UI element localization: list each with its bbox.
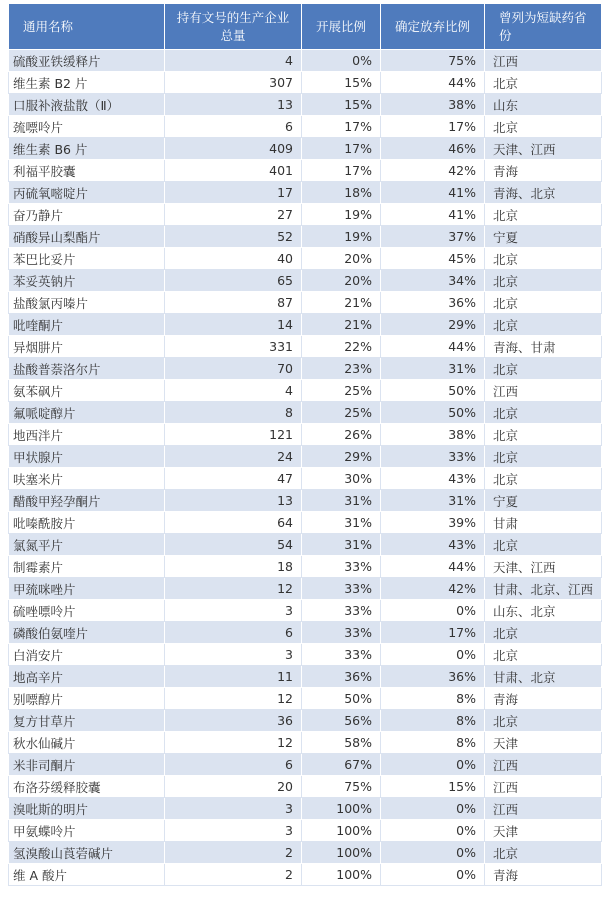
cell-generic-name: 吡嗪酰胺片 <box>9 512 165 534</box>
cell-shortage-provinces: 宁夏 <box>485 490 602 512</box>
cell-manufacturer-count: 11 <box>165 666 302 688</box>
cell-abandon-ratio: 50% <box>381 402 485 424</box>
shortage-drug-table <box>8 3 602 886</box>
table-row <box>9 820 602 842</box>
table-row <box>9 424 602 446</box>
cell-abandon-ratio: 41% <box>381 182 485 204</box>
cell-generic-name: 维生素 B2 片 <box>9 72 165 94</box>
cell-conducted-ratio: 18% <box>302 182 381 204</box>
table-row <box>9 754 602 776</box>
cell-shortage-provinces: 天津 <box>485 732 602 754</box>
cell-manufacturer-count: 24 <box>165 446 302 468</box>
table-body <box>9 50 602 886</box>
cell-abandon-ratio: 42% <box>381 160 485 182</box>
cell-manufacturer-count: 54 <box>165 534 302 556</box>
cell-shortage-provinces: 山东 <box>485 94 602 116</box>
cell-conducted-ratio: 31% <box>302 490 381 512</box>
cell-abandon-ratio: 36% <box>381 666 485 688</box>
cell-generic-name: 甲巯咪唑片 <box>9 578 165 600</box>
table-row <box>9 182 602 204</box>
cell-manufacturer-count: 121 <box>165 424 302 446</box>
cell-generic-name: 苯妥英钠片 <box>9 270 165 292</box>
cell-manufacturer-count: 3 <box>165 820 302 842</box>
cell-generic-name: 布洛芬缓释胶囊 <box>9 776 165 798</box>
cell-conducted-ratio: 21% <box>302 292 381 314</box>
cell-generic-name: 甲氨蝶呤片 <box>9 820 165 842</box>
cell-conducted-ratio: 100% <box>302 820 381 842</box>
table-row <box>9 688 602 710</box>
cell-conducted-ratio: 19% <box>302 226 381 248</box>
cell-abandon-ratio: 44% <box>381 336 485 358</box>
cell-abandon-ratio: 33% <box>381 446 485 468</box>
cell-shortage-provinces: 北京 <box>485 446 602 468</box>
cell-conducted-ratio: 0% <box>302 50 381 72</box>
cell-conducted-ratio: 58% <box>302 732 381 754</box>
cell-conducted-ratio: 17% <box>302 160 381 182</box>
cell-manufacturer-count: 36 <box>165 710 302 732</box>
cell-abandon-ratio: 0% <box>381 600 485 622</box>
cell-shortage-provinces: 甘肃、北京 <box>485 666 602 688</box>
cell-conducted-ratio: 56% <box>302 710 381 732</box>
table-row <box>9 556 602 578</box>
table-row <box>9 138 602 160</box>
cell-generic-name: 异烟肼片 <box>9 336 165 358</box>
cell-manufacturer-count: 13 <box>165 94 302 116</box>
cell-abandon-ratio: 15% <box>381 776 485 798</box>
cell-manufacturer-count: 12 <box>165 578 302 600</box>
cell-generic-name: 醋酸甲羟孕酮片 <box>9 490 165 512</box>
table-row <box>9 248 602 270</box>
cell-generic-name: 吡喹酮片 <box>9 314 165 336</box>
cell-manufacturer-count: 2 <box>165 864 302 886</box>
cell-conducted-ratio: 33% <box>302 644 381 666</box>
cell-generic-name: 奋乃静片 <box>9 204 165 226</box>
cell-conducted-ratio: 20% <box>302 270 381 292</box>
table-row <box>9 402 602 424</box>
table-row <box>9 534 602 556</box>
cell-abandon-ratio: 31% <box>381 490 485 512</box>
cell-manufacturer-count: 2 <box>165 842 302 864</box>
cell-manufacturer-count: 4 <box>165 380 302 402</box>
cell-abandon-ratio: 38% <box>381 424 485 446</box>
cell-abandon-ratio: 0% <box>381 644 485 666</box>
cell-conducted-ratio: 100% <box>302 864 381 886</box>
cell-generic-name: 巯嘌呤片 <box>9 116 165 138</box>
cell-conducted-ratio: 33% <box>302 600 381 622</box>
cell-generic-name: 白消安片 <box>9 644 165 666</box>
cell-manufacturer-count: 40 <box>165 248 302 270</box>
table-row <box>9 864 602 886</box>
cell-generic-name: 米非司酮片 <box>9 754 165 776</box>
cell-generic-name: 呋塞米片 <box>9 468 165 490</box>
cell-shortage-provinces: 北京 <box>485 710 602 732</box>
cell-abandon-ratio: 38% <box>381 94 485 116</box>
cell-shortage-provinces: 甘肃、北京、江西 <box>485 578 602 600</box>
cell-shortage-provinces: 江西 <box>485 754 602 776</box>
cell-manufacturer-count: 87 <box>165 292 302 314</box>
cell-shortage-provinces: 北京 <box>485 468 602 490</box>
table-row <box>9 776 602 798</box>
cell-shortage-provinces: 北京 <box>485 842 602 864</box>
cell-shortage-provinces: 山东、北京 <box>485 600 602 622</box>
cell-generic-name: 溴吡斯的明片 <box>9 798 165 820</box>
header-row <box>9 4 602 50</box>
cell-manufacturer-count: 13 <box>165 490 302 512</box>
cell-generic-name: 复方甘草片 <box>9 710 165 732</box>
cell-abandon-ratio: 0% <box>381 754 485 776</box>
cell-shortage-provinces: 甘肃 <box>485 512 602 534</box>
cell-shortage-provinces: 北京 <box>485 622 602 644</box>
cell-abandon-ratio: 75% <box>381 50 485 72</box>
header-generic-name: 通用名称 <box>9 4 165 50</box>
cell-manufacturer-count: 17 <box>165 182 302 204</box>
cell-shortage-provinces: 北京 <box>485 402 602 424</box>
cell-generic-name: 地高辛片 <box>9 666 165 688</box>
table-row <box>9 116 602 138</box>
cell-abandon-ratio: 31% <box>381 358 485 380</box>
table-row <box>9 94 602 116</box>
table-row <box>9 336 602 358</box>
cell-shortage-provinces: 青海 <box>485 160 602 182</box>
table-row <box>9 798 602 820</box>
table-row <box>9 512 602 534</box>
cell-shortage-provinces: 天津 <box>485 820 602 842</box>
table-row <box>9 160 602 182</box>
cell-abandon-ratio: 43% <box>381 534 485 556</box>
table-row <box>9 732 602 754</box>
cell-shortage-provinces: 北京 <box>485 204 602 226</box>
cell-generic-name: 别嘌醇片 <box>9 688 165 710</box>
cell-manufacturer-count: 307 <box>165 72 302 94</box>
cell-manufacturer-count: 3 <box>165 644 302 666</box>
cell-manufacturer-count: 6 <box>165 754 302 776</box>
table-row <box>9 446 602 468</box>
cell-manufacturer-count: 12 <box>165 688 302 710</box>
cell-manufacturer-count: 6 <box>165 116 302 138</box>
cell-generic-name: 苯巴比妥片 <box>9 248 165 270</box>
cell-shortage-provinces: 北京 <box>485 72 602 94</box>
cell-shortage-provinces: 江西 <box>485 776 602 798</box>
table-row <box>9 842 602 864</box>
cell-generic-name: 制霉素片 <box>9 556 165 578</box>
cell-shortage-provinces: 青海 <box>485 864 602 886</box>
cell-manufacturer-count: 12 <box>165 732 302 754</box>
cell-abandon-ratio: 17% <box>381 116 485 138</box>
cell-manufacturer-count: 3 <box>165 798 302 820</box>
header-manufacturer-count: 持有文号的生产企业总量 <box>165 4 302 50</box>
cell-shortage-provinces: 江西 <box>485 798 602 820</box>
cell-generic-name: 维生素 B6 片 <box>9 138 165 160</box>
cell-abandon-ratio: 0% <box>381 842 485 864</box>
cell-conducted-ratio: 20% <box>302 248 381 270</box>
cell-conducted-ratio: 31% <box>302 534 381 556</box>
cell-manufacturer-count: 8 <box>165 402 302 424</box>
cell-conducted-ratio: 67% <box>302 754 381 776</box>
cell-shortage-provinces: 天津、江西 <box>485 138 602 160</box>
cell-generic-name: 氟哌啶醇片 <box>9 402 165 424</box>
cell-shortage-provinces: 北京 <box>485 270 602 292</box>
cell-manufacturer-count: 65 <box>165 270 302 292</box>
cell-conducted-ratio: 25% <box>302 380 381 402</box>
cell-abandon-ratio: 0% <box>381 820 485 842</box>
cell-abandon-ratio: 45% <box>381 248 485 270</box>
cell-manufacturer-count: 52 <box>165 226 302 248</box>
cell-generic-name: 甲状腺片 <box>9 446 165 468</box>
cell-generic-name: 硝酸异山梨酯片 <box>9 226 165 248</box>
cell-generic-name: 盐酸氯丙嗪片 <box>9 292 165 314</box>
header-shortage-provinces: 曾列为短缺药省份 <box>485 4 602 50</box>
table-row <box>9 644 602 666</box>
cell-manufacturer-count: 64 <box>165 512 302 534</box>
cell-generic-name: 秋水仙碱片 <box>9 732 165 754</box>
cell-shortage-provinces: 江西 <box>485 380 602 402</box>
cell-shortage-provinces: 北京 <box>485 358 602 380</box>
table-row <box>9 292 602 314</box>
cell-abandon-ratio: 29% <box>381 314 485 336</box>
cell-manufacturer-count: 4 <box>165 50 302 72</box>
table-row <box>9 270 602 292</box>
cell-abandon-ratio: 8% <box>381 688 485 710</box>
cell-manufacturer-count: 47 <box>165 468 302 490</box>
cell-manufacturer-count: 3 <box>165 600 302 622</box>
cell-abandon-ratio: 44% <box>381 72 485 94</box>
table-header <box>9 4 602 50</box>
cell-generic-name: 盐酸普萘洛尔片 <box>9 358 165 380</box>
cell-generic-name: 地西泮片 <box>9 424 165 446</box>
cell-conducted-ratio: 29% <box>302 446 381 468</box>
cell-generic-name: 利福平胶囊 <box>9 160 165 182</box>
table-row <box>9 204 602 226</box>
cell-manufacturer-count: 409 <box>165 138 302 160</box>
cell-conducted-ratio: 26% <box>302 424 381 446</box>
cell-abandon-ratio: 41% <box>381 204 485 226</box>
cell-shortage-provinces: 北京 <box>485 292 602 314</box>
cell-manufacturer-count: 6 <box>165 622 302 644</box>
cell-conducted-ratio: 17% <box>302 116 381 138</box>
table-row <box>9 72 602 94</box>
header-abandon-ratio: 确定放弃比例 <box>381 4 485 50</box>
cell-generic-name: 维 A 酸片 <box>9 864 165 886</box>
cell-shortage-provinces: 青海、北京 <box>485 182 602 204</box>
cell-manufacturer-count: 14 <box>165 314 302 336</box>
cell-shortage-provinces: 江西 <box>485 50 602 72</box>
cell-generic-name: 氢溴酸山莨菪碱片 <box>9 842 165 864</box>
cell-conducted-ratio: 36% <box>302 666 381 688</box>
table-row <box>9 314 602 336</box>
cell-conducted-ratio: 19% <box>302 204 381 226</box>
cell-manufacturer-count: 331 <box>165 336 302 358</box>
cell-manufacturer-count: 27 <box>165 204 302 226</box>
cell-conducted-ratio: 33% <box>302 578 381 600</box>
cell-abandon-ratio: 44% <box>381 556 485 578</box>
cell-manufacturer-count: 18 <box>165 556 302 578</box>
cell-conducted-ratio: 15% <box>302 72 381 94</box>
cell-generic-name: 丙硫氧嘧啶片 <box>9 182 165 204</box>
cell-manufacturer-count: 70 <box>165 358 302 380</box>
cell-generic-name: 氯氮平片 <box>9 534 165 556</box>
cell-abandon-ratio: 37% <box>381 226 485 248</box>
cell-abandon-ratio: 46% <box>381 138 485 160</box>
cell-shortage-provinces: 北京 <box>485 314 602 336</box>
cell-shortage-provinces: 北京 <box>485 424 602 446</box>
table-row <box>9 710 602 732</box>
cell-conducted-ratio: 33% <box>302 556 381 578</box>
table-row <box>9 50 602 72</box>
cell-generic-name: 硫酸亚铁缓释片 <box>9 50 165 72</box>
table-row <box>9 578 602 600</box>
cell-generic-name: 氨苯砜片 <box>9 380 165 402</box>
cell-manufacturer-count: 20 <box>165 776 302 798</box>
table-row <box>9 666 602 688</box>
table-row <box>9 490 602 512</box>
cell-shortage-provinces: 天津、江西 <box>485 556 602 578</box>
drug-table-container <box>8 3 601 886</box>
cell-abandon-ratio: 42% <box>381 578 485 600</box>
cell-abandon-ratio: 0% <box>381 798 485 820</box>
table-row <box>9 380 602 402</box>
cell-abandon-ratio: 39% <box>381 512 485 534</box>
header-conducted-ratio: 开展比例 <box>302 4 381 50</box>
cell-generic-name: 硫唑嘌呤片 <box>9 600 165 622</box>
cell-conducted-ratio: 33% <box>302 622 381 644</box>
cell-generic-name: 磷酸伯氨喹片 <box>9 622 165 644</box>
cell-shortage-provinces: 北京 <box>485 116 602 138</box>
cell-abandon-ratio: 0% <box>381 864 485 886</box>
cell-shortage-provinces: 北京 <box>485 248 602 270</box>
cell-conducted-ratio: 100% <box>302 798 381 820</box>
cell-conducted-ratio: 30% <box>302 468 381 490</box>
cell-manufacturer-count: 401 <box>165 160 302 182</box>
cell-shortage-provinces: 青海、甘肃 <box>485 336 602 358</box>
cell-conducted-ratio: 75% <box>302 776 381 798</box>
table-row <box>9 358 602 380</box>
cell-conducted-ratio: 23% <box>302 358 381 380</box>
cell-shortage-provinces: 北京 <box>485 644 602 666</box>
table-row <box>9 622 602 644</box>
table-row <box>9 226 602 248</box>
table-row <box>9 600 602 622</box>
cell-abandon-ratio: 17% <box>381 622 485 644</box>
cell-conducted-ratio: 50% <box>302 688 381 710</box>
cell-conducted-ratio: 31% <box>302 512 381 534</box>
cell-conducted-ratio: 17% <box>302 138 381 160</box>
cell-abandon-ratio: 36% <box>381 292 485 314</box>
cell-conducted-ratio: 25% <box>302 402 381 424</box>
cell-generic-name: 口服补液盐散（Ⅱ） <box>9 94 165 116</box>
cell-conducted-ratio: 15% <box>302 94 381 116</box>
cell-shortage-provinces: 北京 <box>485 534 602 556</box>
cell-abandon-ratio: 8% <box>381 732 485 754</box>
cell-abandon-ratio: 43% <box>381 468 485 490</box>
cell-shortage-provinces: 宁夏 <box>485 226 602 248</box>
cell-abandon-ratio: 34% <box>381 270 485 292</box>
cell-conducted-ratio: 21% <box>302 314 381 336</box>
table-row <box>9 468 602 490</box>
cell-abandon-ratio: 50% <box>381 380 485 402</box>
cell-shortage-provinces: 青海 <box>485 688 602 710</box>
cell-conducted-ratio: 100% <box>302 842 381 864</box>
cell-abandon-ratio: 8% <box>381 710 485 732</box>
cell-conducted-ratio: 22% <box>302 336 381 358</box>
